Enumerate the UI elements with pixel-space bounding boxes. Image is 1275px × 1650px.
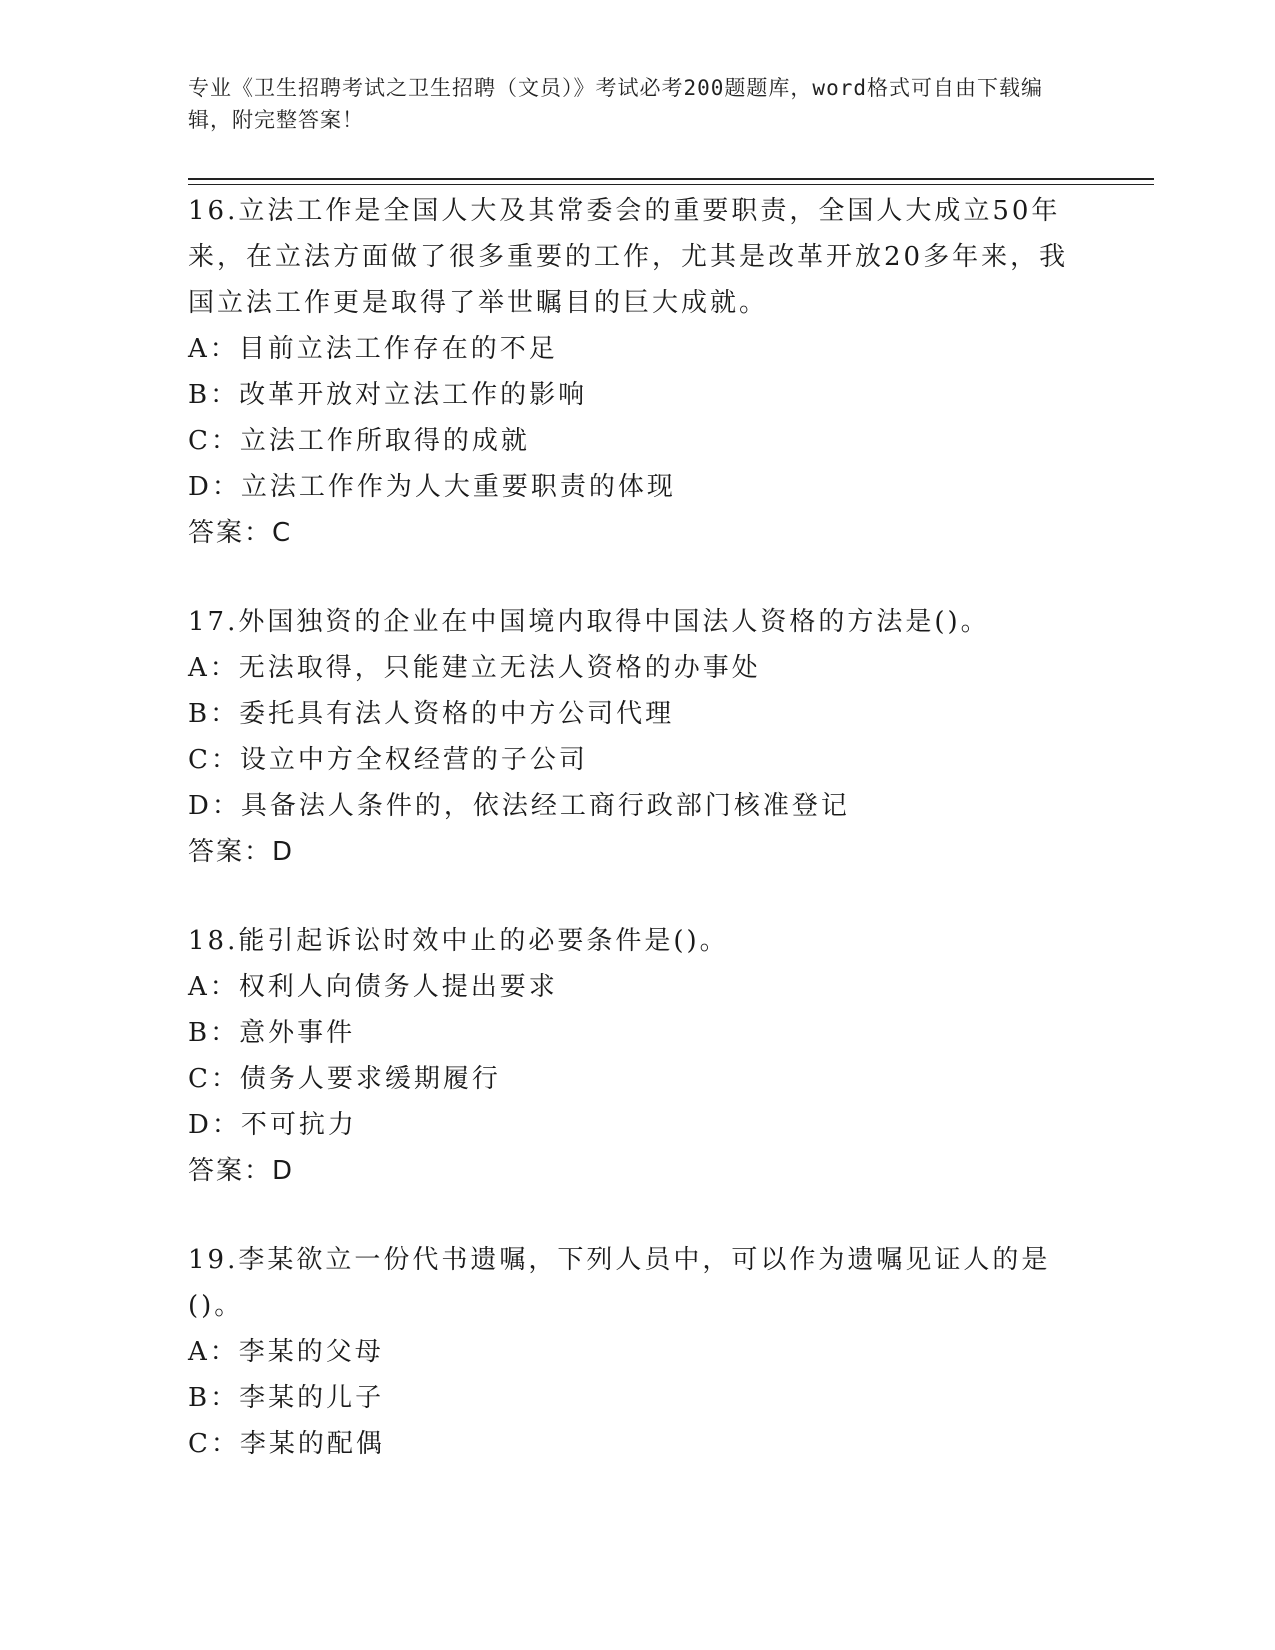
option-d: D：立法工作作为人大重要职责的体现 — [188, 472, 676, 502]
option-a: A：无法取得，只能建立无法人资格的办事处 — [188, 653, 761, 683]
question-stem: 16.立法工作是全国人大及其常委会的重要职责，全国人大成立50年来，在立法方面做了很多重要的工作，尤其是改革开放20多年来，我国立法工作更是取得了举世瞩目的巨大成就。 — [188, 196, 1069, 318]
question-list — [188, 188, 1088, 1510]
page-header: 专业《卫生招聘考试之卫生招聘（文员）》考试必考200题题库，word格式可自由下载编辑，附完整答案！ — [188, 76, 1043, 132]
question-stem: 19.李某欲立一份代书遗嘱，下列人员中，可以作为遗嘱见证人的是()。 — [188, 1245, 1051, 1321]
question-19 — [188, 1237, 1088, 1467]
header-rule-thick — [188, 178, 1154, 180]
option-b: B：李某的儿子 — [188, 1383, 385, 1413]
question-stem: 17.外国独资的企业在中国境内取得中国法人资格的方法是()。 — [188, 607, 990, 637]
option-c: C：李某的配偶 — [188, 1429, 385, 1459]
option-b: B：改革开放对立法工作的影响 — [188, 380, 588, 410]
option-c: C：立法工作所取得的成就 — [188, 426, 530, 456]
question-16 — [188, 188, 1088, 556]
option-b: B：意外事件 — [188, 1018, 356, 1048]
answer: 答案：D — [188, 1156, 295, 1186]
question-17 — [188, 599, 1088, 875]
option-a: A：目前立法工作存在的不足 — [188, 334, 558, 364]
option-c: C：设立中方全权经营的子公司 — [188, 745, 588, 775]
header-rule-thin — [188, 184, 1154, 185]
option-a: A：李某的父母 — [188, 1337, 384, 1367]
question-18 — [188, 918, 1088, 1194]
answer: 答案：C — [188, 518, 293, 548]
option-d: D：不可抗力 — [188, 1110, 357, 1140]
answer: 答案：D — [188, 837, 295, 867]
option-a: A：权利人向债务人提出要求 — [188, 972, 558, 1002]
option-d: D：具备法人条件的，依法经工商行政部门核准登记 — [188, 791, 850, 821]
option-b: B：委托具有法人资格的中方公司代理 — [188, 699, 675, 729]
question-stem: 18.能引起诉讼时效中止的必要条件是()。 — [188, 926, 729, 956]
option-c: C：债务人要求缓期履行 — [188, 1064, 501, 1094]
